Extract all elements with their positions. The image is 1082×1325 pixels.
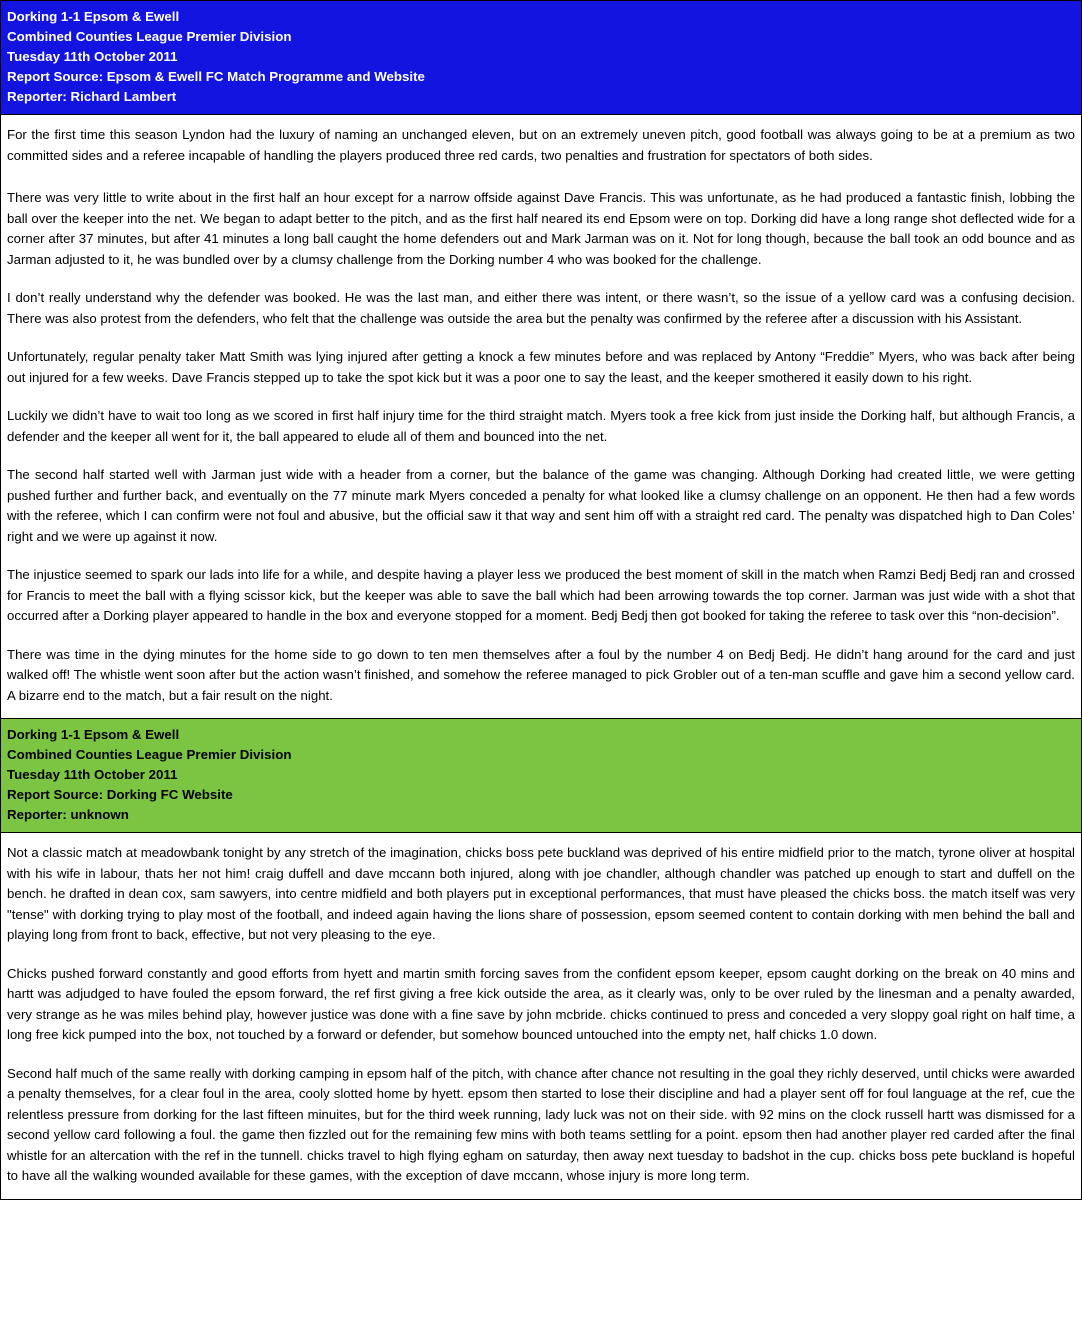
report-two-fixture: Dorking 1-1 Epsom & Ewell xyxy=(7,727,180,742)
report-one-paragraph: There was time in the dying minutes for the home side to go down to ten men themselves after a foul by the number 4 on Bedj Bedj. He didn’t hang around for the card and just walked off! The whistle went soon after but the action wasn’t finished, and somehow the referee managed to pick Grobler out of a ten-man scuffle and gave him a second yellow card. A bizarre end to the match, but a fair result on the night. xyxy=(7,646,1075,703)
report-two-source: Report Source: Dorking FC Website xyxy=(7,787,233,802)
report-one-source: Report Source: Epsom & Ewell FC Match Programme and Website xyxy=(7,69,425,84)
report-one-competition: Combined Counties League Premier Division xyxy=(7,29,292,44)
report-two-header xyxy=(1,718,1081,833)
report-two-date: Tuesday 11th October 2011 xyxy=(7,767,178,782)
report-one-body xyxy=(1,115,1081,718)
report-one-header xyxy=(1,1,1081,115)
report-one-paragraph: There was very little to write about in the first half an hour except for a narrow offside against Dave Francis. This was unfortunate, as he had produced a fantastic finish, lobbing the ball over the keeper into the net. We began to adapt better to the pitch, and as the first half neared its end Epsom were on top. Dorking did have a long range shot deflected wide for a corner after 37 minutes, but after 41 minutes a long ball caught the home defenders out and Mark Jarman was on it. Not for long though, because the ball took an odd bounce and as Jarman adjusted to it, he was bundled over by a clumsy challenge from the Dorking number 4 who was booked for the challenge. xyxy=(7,190,1075,267)
report-one-reporter: Reporter: Richard Lambert xyxy=(7,89,177,104)
report-two-paragraph: Chicks pushed forward constantly and good efforts from hyett and martin smith forcing saves from the confident epsom keeper, epsom caught dorking on the break on 40 mins and hartt was adjudged to have fouled the epsom forward, the ref first giving a free kick outside the area, as it clearly was, only to be over ruled by the linesman and a penalty awarded, very strange as he was miles behind play, however justice was done with a fine save by john mcbride. chicks continued to press and conceded a very sloppy goal right on half time, a long free kick pumped into the box, not touched by a forward or defender, but somehow bounced untouched into the empty net, half chicks 1.0 down. xyxy=(7,965,1075,1042)
report-one-paragraph: The injustice seemed to spark our lads into life for a while, and despite having a player less we produced the best moment of skill in the match when Ramzi Bedj Bedj ran and crossed for Francis to meet the ball with a flying scissor kick, but the keeper was able to save the ball which had been arrowing towards the top corner. Jarman was just wide with a shot that occurred after a Dorking player appeared to handle in the box and everyone stopped for a moment. Bedj Bedj then got booked for taking the referee to task over this “non-decision”. xyxy=(7,567,1075,623)
report-one-paragraph: The second half started well with Jarman just wide with a header from a corner, but the balance of the game was changing. Although Dorking had created little, we were getting pushed further and further back, and eventually on the 77 minute mark Myers conceded a penalty for what looked like a clumsy challenge on an opponent. He then had a few words with the referee, which I can confirm were not foul and abusive, but the official saw it that way and sent him off with a straight red card. The penalty was dispatched high to Dan Coles’ right and we were up against it now. xyxy=(7,467,1075,544)
report-one-paragraph: For the first time this season Lyndon had the luxury of naming an unchanged eleven, but on an extremely uneven pitch, good football was always going to be at a premium as two committed sides and a referee incapable of handling the players produced three red cards, two penalties and frustration for spectators of both sides. xyxy=(7,127,1075,163)
report-two-competition: Combined Counties League Premier Division xyxy=(7,747,292,762)
report-one-date: Tuesday 11th October 2011 xyxy=(7,49,178,64)
report-two-paragraph: Second half much of the same really with dorking camping in epsom half of the pitch, with chance after chance not resulting in the goal they richly deserved, until chicks were awarded a penalty themselves, for a clear foul in the area, cooly slotted home by hyett. epsom then started to lose their discipline and had a player sent off for foul language at the ref, cue the relentless pressure from dorking for the last fifteen minuites, but for the third week running, lady luck was not on their side. with 92 mins on the clock russell hartt was dismissed for a second yellow card following a foul. the game then fizzled out for the remaining few mins with both teams settling for a point. epsom then had another player red carded after the final whistle for an altercation with the ref in the tunnell. chicks travel to high flying egham on saturday, then away next tuesday to badshot in the cup. chicks boss pete buckland is hopeful to have all the walking wounded available for these games, with the exception of dave mccann, whose injury is more long term. xyxy=(7,1065,1075,1183)
report-two-reporter: Reporter: unknown xyxy=(7,807,129,822)
report-one-fixture: Dorking 1-1 Epsom & Ewell xyxy=(7,9,180,24)
report-one-paragraph: Unfortunately, regular penalty taker Matt Smith was lying injured after getting a knock a few minutes before and was replaced by Antony “Freddie” Myers, who was back after being out injured for a few weeks. Dave Francis stepped up to take the spot kick but it was a poor one to say the least, and the keeper smothered it easily down to his right. xyxy=(7,349,1075,385)
report-two-paragraph: Not a classic match at meadowbank tonight by any stretch of the imagination, chicks boss pete buckland was deprived of his entire midfield prior to the match, tyrone oliver at hospital with his wife in labour, thats her not him! craig duffell and dave mccann both injured, along with joe chandler, although chandler was patched up enough to start and duffell on the bench. he drafted in dean cox, sam sawyers, into centre midfield and both players put in exceptional performances, that must have pleased the chicks boss. the match itself was very "tense" with dorking trying to play most of the football, and indeed again having the lions share of possession, epsom seemed content to contain dorking with men behind the ball and playing long from front to back, effective, but not very pleasing to the eye. xyxy=(7,845,1075,942)
report-two-body xyxy=(1,833,1081,1199)
report-one-paragraph: Luckily we didn’t have to wait too long as we scored in first half injury time for the third straight match. Myers took a free kick from just inside the Dorking half, but although Francis, a defender and the keeper all went for it, the ball appeared to elude all of them and bounced into the net. xyxy=(7,408,1075,444)
report-one-paragraph: I don’t really understand why the defender was booked. He was the last man, and either there was intent, or there wasn’t, so the issue of a yellow card was a confusing decision. There was also protest from the defenders, who felt that the challenge was outside the area but the penalty was confirmed by the referee after a discussion with his Assistant. xyxy=(7,290,1075,326)
